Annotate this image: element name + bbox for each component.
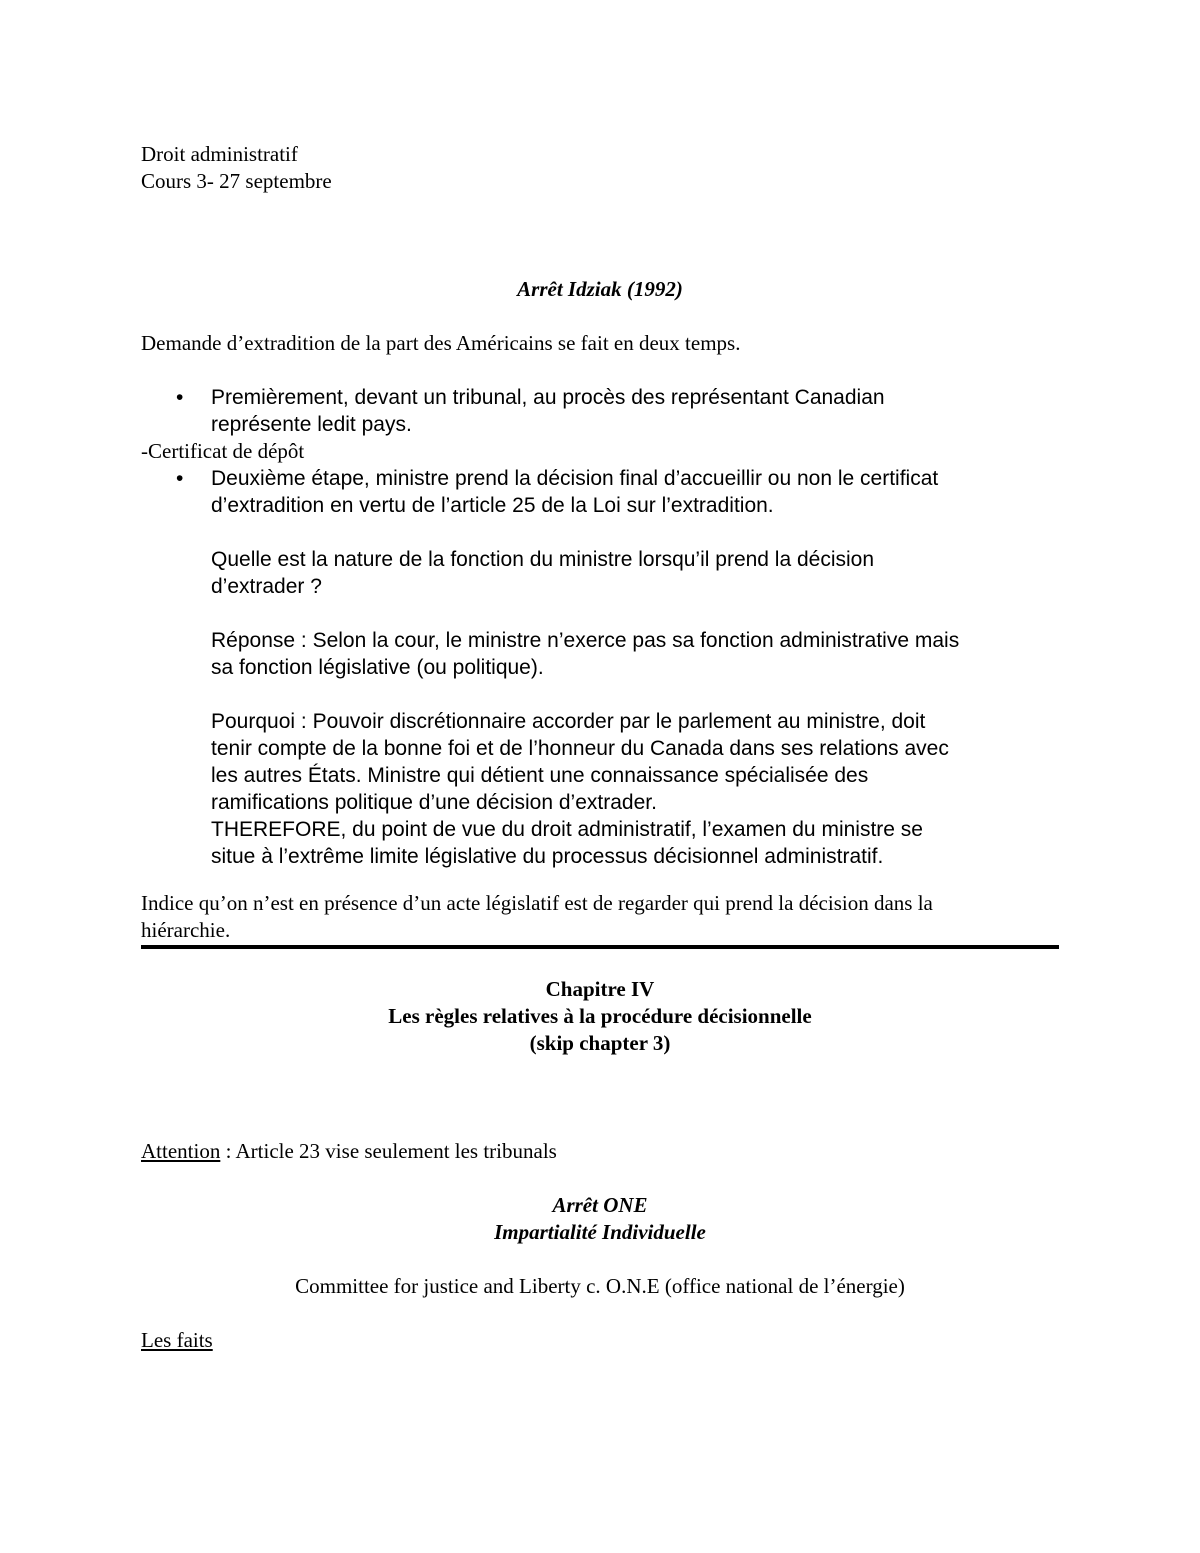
les-faits-heading: Les faits bbox=[141, 1328, 213, 1352]
bullet-marker: • bbox=[176, 386, 184, 409]
certificat-line: -Certificat de dépôt bbox=[141, 439, 305, 463]
chapter-number: Chapitre IV bbox=[545, 977, 655, 1001]
reponse-line-2: sa fonction législative (ou politique). bbox=[211, 656, 544, 679]
bullet-item-1 bbox=[141, 384, 1059, 438]
question-line-2: d’extrader ? bbox=[211, 575, 322, 598]
bullet-1-line-1: Premièrement, devant un tribunal, au procès des représentant Canadian bbox=[211, 386, 885, 409]
chapter-note: (skip chapter 3) bbox=[529, 1031, 671, 1055]
pourquoi-line-3: les autres États. Ministre qui détient une connaissance spécialisée des bbox=[211, 764, 869, 787]
document-page bbox=[141, 141, 1059, 1354]
section-title-one: Arrêt ONE bbox=[552, 1193, 648, 1217]
section-title-idziak: Arrêt Idziak (1992) bbox=[517, 277, 683, 301]
section-subtitle-impartialite: Impartialité Individuelle bbox=[494, 1220, 706, 1244]
bullet-2-line-2: d’extradition en vertu de l’article 25 de la Loi sur l’extradition. bbox=[211, 494, 774, 517]
bullet-2-line-1: Deuxième étape, ministre prend la décision final d’accueillir ou non le certificat bbox=[211, 467, 939, 490]
indice-line-1: Indice qu’on n’est en présence d’un acte législatif est de regarder qui prend la décision dans la bbox=[141, 891, 933, 915]
bullet-marker: • bbox=[176, 467, 184, 490]
pourquoi-line-1: Pourquoi : Pouvoir discrétionnaire accorder par le parlement au ministre, doit bbox=[211, 710, 926, 733]
therefore-line-2: situe à l’extrême limite législative du processus décisionnel administratif. bbox=[211, 845, 884, 868]
course-title: Droit administratif bbox=[141, 142, 298, 166]
attention-text: : Article 23 vise seulement les tribunals bbox=[220, 1139, 557, 1163]
case-name: Committee for justice and Liberty c. O.N.E (office national de l’énergie) bbox=[295, 1274, 905, 1298]
attention-paragraph bbox=[141, 1138, 1059, 1165]
chapter-title: Les règles relatives à la procédure décisionnelle bbox=[388, 1004, 812, 1028]
course-date: Cours 3- 27 septembre bbox=[141, 169, 332, 193]
bullet-1-line-2: représente ledit pays. bbox=[211, 413, 412, 436]
attention-label: Attention bbox=[141, 1139, 221, 1163]
reponse-line-1: Réponse : Selon la cour, le ministre n’exerce pas sa fonction administrative mais bbox=[211, 629, 960, 652]
intro-paragraph: Demande d’extradition de la part des Américains se fait en deux temps. bbox=[141, 331, 741, 355]
pourquoi-line-2: tenir compte de la bonne foi et de l’honneur du Canada dans ses relations avec bbox=[211, 737, 949, 760]
therefore-line-1: THEREFORE, du point de vue du droit administratif, l’examen du ministre se bbox=[211, 818, 923, 841]
indice-line-2: hiérarchie. bbox=[141, 918, 231, 942]
pourquoi-line-4: ramifications politique d’une décision d’extrader. bbox=[211, 791, 657, 814]
bullet-item-2 bbox=[141, 465, 1059, 870]
question-line-1: Quelle est la nature de la fonction du ministre lorsqu’il prend la décision bbox=[211, 548, 875, 571]
